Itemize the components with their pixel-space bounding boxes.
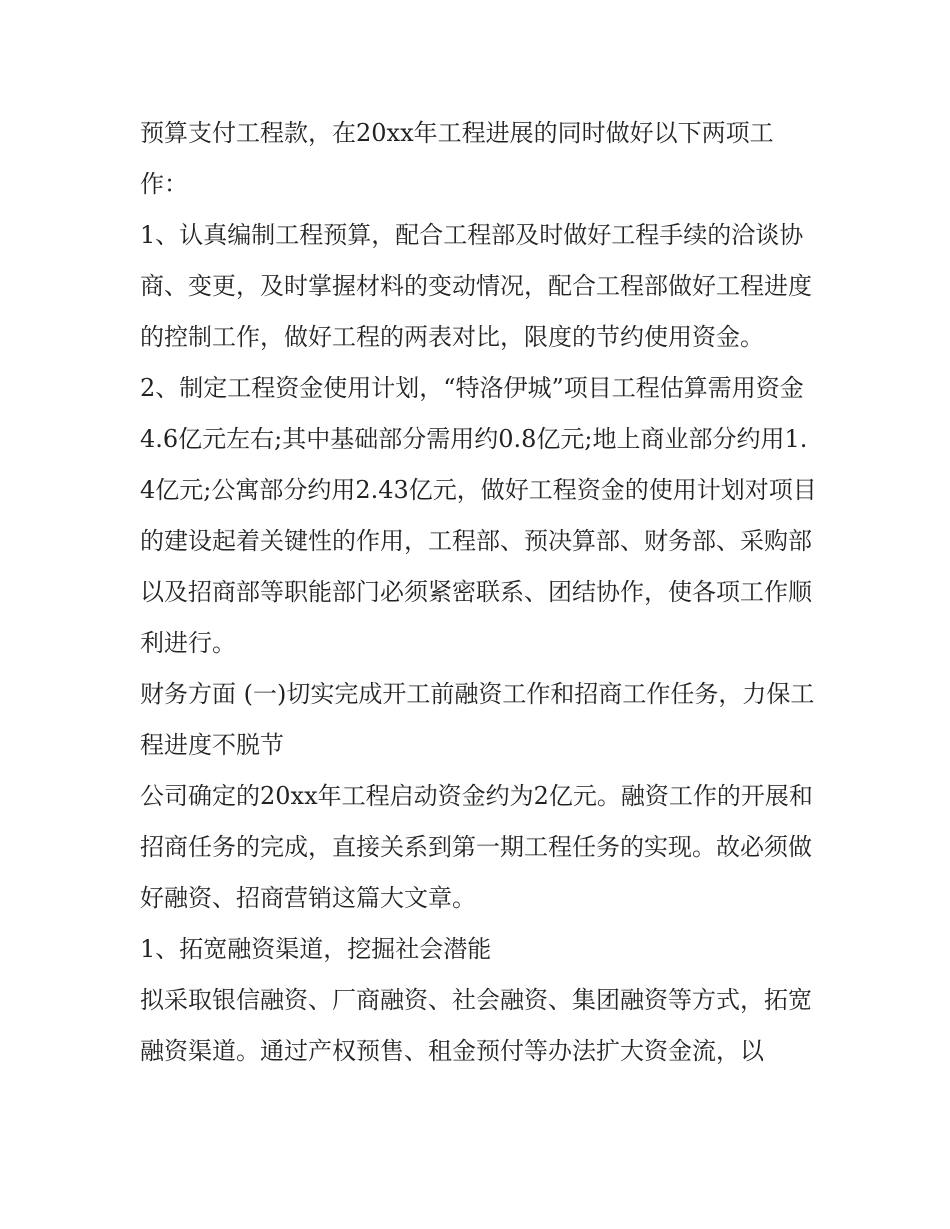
paragraph-budget-payment: 预算支付工程款，在20xx年工程进展的同时做好以下两项工作： [140,119,774,198]
document-body [140,108,820,1077]
paragraph-item-1-budget: 1、认真编制工程预算，配合工程部及时做好工程手续的洽谈协商、变更，及时掌握材料的变动情况，配合工程部做好工程进度的控制工作，做好工程的两表对比，限度的节约使用资金。 [140,221,812,351]
paragraph-item-1-financing: 1、拓宽融资渠道，挖掘社会潜能 [140,935,492,963]
paragraph-startup-capital: 公司确定的20xx年工程启动资金约为2亿元。融资工作的开展和招商任务的完成，直接关系到第一期工程任务的实现。故必须做好融资、招商营销这篇大文章。 [140,782,813,912]
paragraph-item-2-fund-plan: 2、制定工程资金使用计划，“特洛伊城”项目工程估算需用资金4.6亿元左右;其中基础部分需用约0.8亿元;地上商业部分约用1.4亿元;公寓部分约用2.43亿元，做好工程资金的使用计划对项目的建设起着关键性的作用，工程部、预决算部、财务部、采购部以及招商部等职能部门必须紧密联系、团结协作，使各项工作顺利进行。 [140,374,817,657]
paragraph-finance-heading: 财务方面 (一)切实完成开工前融资工作和招商工作任务，力保工程进度不脱节 [140,680,815,759]
paragraph-financing-methods: 拟采取银信融资、厂商融资、社会融资、集团融资等方式，拓宽融资渠道。通过产权预售、租金预付等办法扩大资金流，以 [140,986,812,1065]
